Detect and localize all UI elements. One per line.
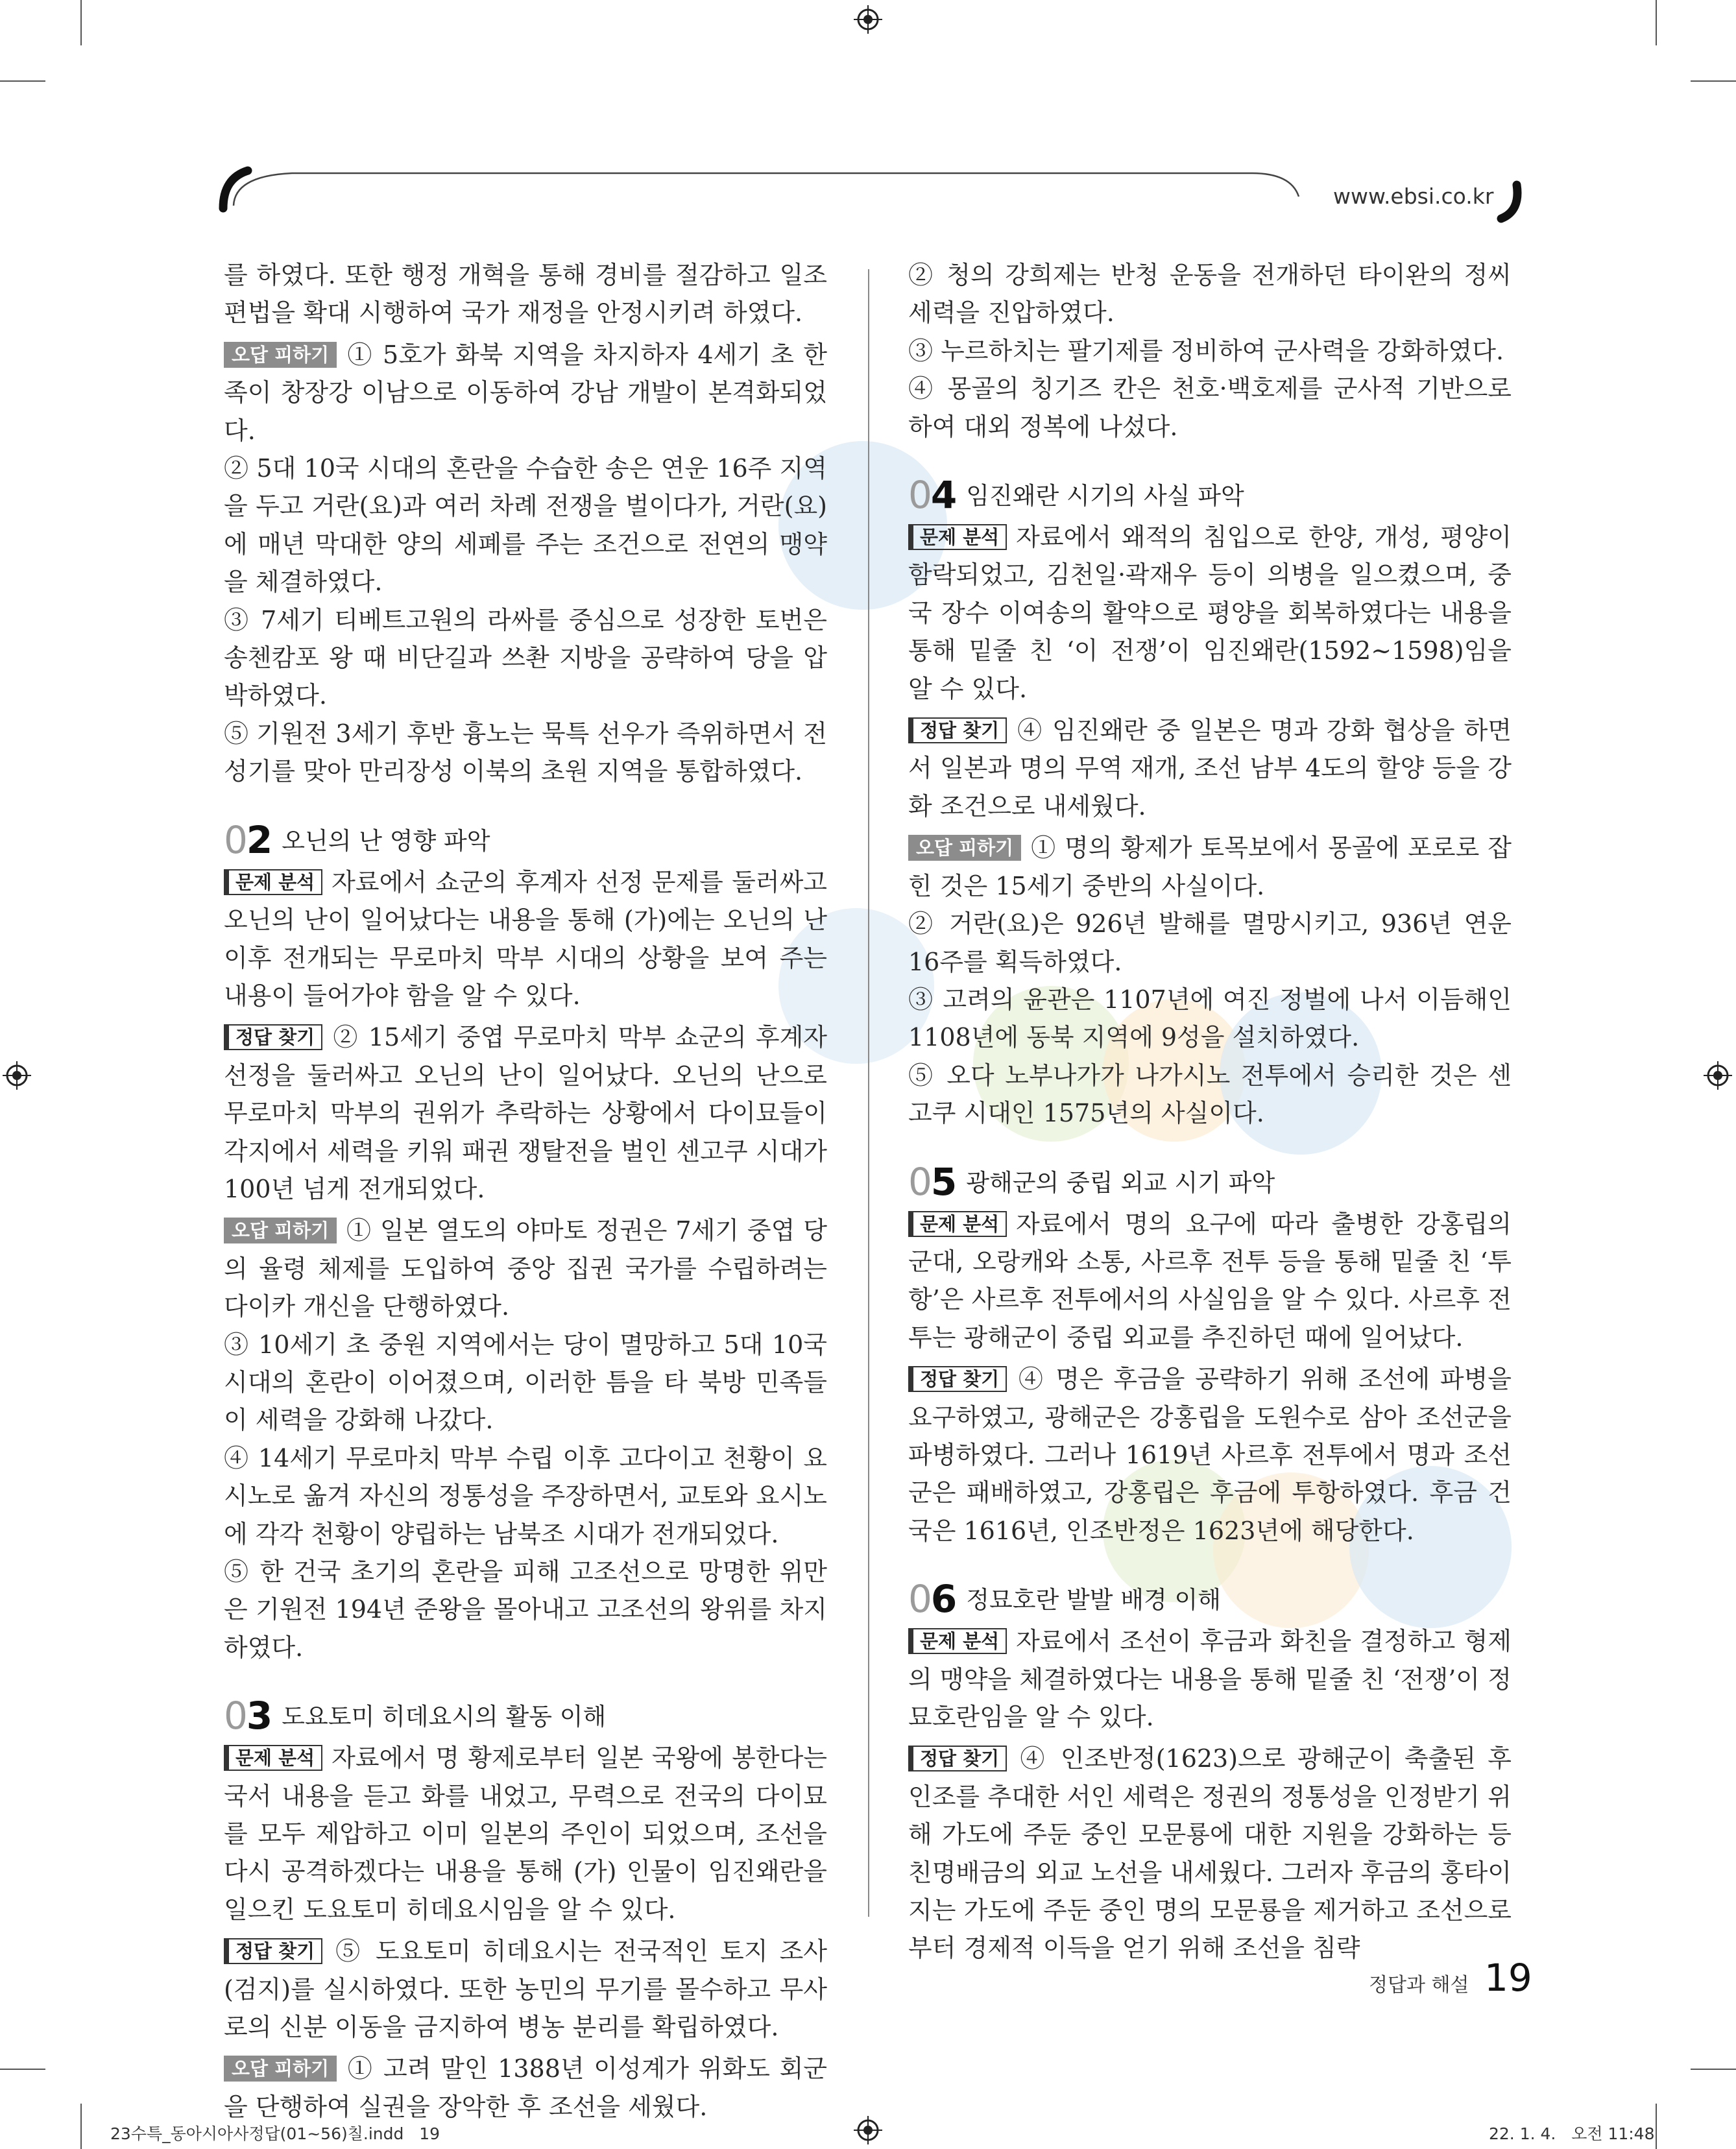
paragraph: 문제 분석 자료에서 명 황제로부터 일본 국왕에 봉한다는 국서 내용을 듣고 화를 내었고, 무력으로 전국의 다이묘를 모두 제압하고 이미 일본의 주인이 되었으며, 조선을 다시 공격하겠다는 내용을 통해 (가) 인물이 임진왜란을 일으킨 도요토미 히데요시임을 알 수 있다. [224, 1744, 827, 1924]
trim-mark [80, 2104, 82, 2149]
trim-mark [0, 80, 45, 82]
column-divider [868, 269, 869, 1917]
paragraph: 오답 피하기 ① 명의 황제가 토목보에서 몽골에 포로로 잡힌 것은 15세기 중반의 사실이다. [908, 834, 1512, 900]
paragraph: 문제 분석 자료에서 조선이 후금과 화친을 결정하고 형제의 맹약을 체결하였다는 내용을 통해 밑줄 친 ‘전쟁’이 정묘호란임을 알 수 있다. [908, 1627, 1512, 1731]
question-number: 02 [224, 817, 272, 862]
page-footer-label: 정답과 해설 [1369, 1974, 1469, 1997]
paragraph: 오답 피하기 ① 5호가 화북 지역을 차지하자 4세기 초 한족이 창장강 이남으로 이동하여 강남 개발이 본격화되었다. [224, 340, 827, 445]
paragraph: ⑤ 오다 노부나가가 나가시노 전투에서 승리한 것은 센고쿠 시대인 1575년의 사실이다. [908, 1061, 1512, 1128]
question-title: 오닌의 난 영향 파악 [282, 826, 490, 855]
question-title: 정묘호란 발발 배경 이해 [966, 1586, 1221, 1615]
question-number: 05 [908, 1159, 956, 1204]
question-title: 도요토미 히데요시의 활동 이해 [282, 1703, 607, 1731]
tag-answer: 정답 찾기 [908, 1746, 1007, 1771]
question-title: 광해군의 중립 외교 시기 파악 [966, 1168, 1275, 1197]
question-title: 임진왜란 시기의 사실 파악 [966, 482, 1244, 510]
paragraph: 정답 찾기 ② 15세기 중엽 무로마치 막부 쇼군의 후계자 선정을 둘러싸고 오닌의 난이 일어났다. 오닌의 난으로 무로마치 막부의 권위가 추락하는 상황에서 다이묘들이 각지에서 세력을 키워 패권 쟁탈전을 벌인 센고쿠 시대가 100년 넘게 전개되었다. [224, 1023, 827, 1203]
tag-analysis: 문제 분석 [908, 524, 1007, 550]
paragraph: ② 청의 강희제는 반청 운동을 전개하던 타이완의 정씨 세력을 진압하였다. [908, 261, 1512, 328]
trim-mark [80, 0, 82, 45]
trim-mark [1656, 0, 1657, 45]
tag-wrong: 오답 피하기 [908, 835, 1021, 861]
site-url: www.ebsi.co.kr [1333, 184, 1494, 209]
print-timestamp: 22. 1. 4. 오전 11:48 [1489, 2124, 1655, 2143]
paragraph: ④ 14세기 무로마치 막부 수립 이후 고다이고 천황이 요시노로 옮겨 자신의 정통성을 주장하면서, 교토와 요시노에 각각 천황이 양립하는 남북조 시대가 전개되었다. [224, 1443, 827, 1548]
paragraph: ② 5대 10국 시대의 혼란을 수습한 송은 연운 16주 지역을 두고 거란(요)과 여러 차례 전쟁을 벌이다가, 거란(요)에 매년 막대한 양의 세폐를 주는 조건으로 전연의 맹약을 체결하였다. [224, 454, 827, 597]
tag-wrong: 오답 피하기 [224, 2056, 337, 2082]
trim-mark [0, 2069, 45, 2070]
paragraph: ③ 누르하치는 팔기제를 정비하여 군사력을 강화하였다. [908, 336, 1504, 365]
trim-mark [1691, 2069, 1736, 2070]
page-number: 19 [1484, 1956, 1532, 2000]
paragraph: 정답 찾기 ⑤ 도요토미 히데요시는 전국적인 토지 조사(검지)를 실시하였다. 또한 농민의 무기를 몰수하고 무사로의 신분 이동을 금지하여 병농 분리를 확립하였다. [224, 1937, 827, 2042]
tag-wrong: 오답 피하기 [224, 1218, 337, 1243]
registration-mark-icon [1704, 1061, 1732, 1090]
tag-answer: 정답 찾기 [224, 1938, 322, 1964]
paragraph: 문제 분석 자료에서 왜적의 침입으로 한양, 개성, 평양이 함락되었고, 김천일·곽재우 등이 의병을 일으켰으며, 중국 장수 이여송의 활약으로 평양을 회복하였다는 내용을 통해 밑줄 친 ‘이 전쟁’이 임진왜란(1592~1598)임을 알 수 있다. [908, 523, 1512, 703]
question-number: 04 [908, 473, 956, 518]
left-column [224, 256, 827, 2126]
trim-mark [1656, 2104, 1657, 2149]
question-heading [224, 817, 827, 863]
tag-answer: 정답 찾기 [908, 1366, 1007, 1392]
question-heading [908, 1576, 1512, 1622]
paragraph: ⑤ 기원전 3세기 후반 흉노는 묵특 선우가 즉위하면서 전성기를 맞아 만리장성 이북의 초원 지역을 통합하였다. [224, 719, 827, 786]
print-file-name: 23수특_동아시아사정답(01~56)칠.indd 19 [110, 2124, 440, 2143]
tag-wrong: 오답 피하기 [224, 342, 337, 368]
question-number: 03 [224, 1694, 272, 1738]
tag-answer: 정답 찾기 [224, 1024, 322, 1050]
trim-mark [1691, 80, 1736, 82]
paragraph: 정답 찾기 ④ 임진왜란 중 일본은 명과 강화 협상을 하면서 일본과 명의 무역 재개, 조선 남부 4도의 할양 등을 강화 조건으로 내세웠다. [908, 716, 1512, 821]
paragraph: ③ 7세기 티베트고원의 라싸를 중심으로 성장한 토번은 송첸캄포 왕 때 비단길과 쓰촨 지방을 공략하여 당을 압박하였다. [224, 605, 827, 710]
question-heading [224, 1692, 827, 1739]
tag-analysis: 문제 분석 [908, 1211, 1007, 1237]
paragraph: ③ 10세기 초 중원 지역에서는 당이 멸망하고 5대 10국 시대의 혼란이 이어졌으며, 이러한 틈을 타 북방 민족들이 세력을 강화해 나갔다. [224, 1330, 827, 1435]
paragraph: ③ 고려의 윤관은 1107년에 여진 정벌에 나서 이듬해인 1108년에 동북 지역에 9성을 설치하였다. [908, 985, 1512, 1052]
paragraph: 문제 분석 자료에서 쇼군의 후계자 선정 문제를 둘러싸고 오닌의 난이 일어났다는 내용을 통해 (가)에는 오닌의 난 이후 전개되는 무로마치 막부 시대의 상황을 보여 주는 내용이 들어가야 함을 알 수 있다. [224, 867, 827, 1010]
tag-answer: 정답 찾기 [908, 717, 1007, 743]
paragraph: ④ 몽골의 칭기즈 칸은 천호·백호제를 군사적 기반으로 하여 대외 정복에 나섰다. [908, 374, 1512, 441]
right-column [908, 256, 1512, 1967]
registration-mark-icon [3, 1061, 31, 1090]
tag-analysis: 문제 분석 [908, 1628, 1007, 1654]
paragraph: 정답 찾기 ④ 명은 후금을 공략하기 위해 조선에 파병을 요구하였고, 광해군은 강홍립을 도원수로 삼아 조선군을 파병하였다. 그러나 1619년 사르후 전투에서 명과 조선군은 패배하였고, 강홍립은 후금에 투항하였다. 후금 건국은 1616년, 인조반정은 1623년에 해당한다. [908, 1365, 1512, 1545]
question-number: 06 [908, 1577, 956, 1622]
paragraph: 를 하였다. 또한 행정 개혁을 통해 경비를 절감하고 일조편법을 확대 시행하여 국가 재정을 안정시키려 하였다. [224, 261, 827, 328]
tag-analysis: 문제 분석 [224, 869, 322, 895]
paragraph: 오답 피하기 ① 일본 열도의 야마토 정권은 7세기 중엽 당의 율령 체제를 도입하여 중앙 집권 국가를 수립하려는 다이카 개신을 단행하였다. [224, 1216, 827, 1321]
tag-analysis: 문제 분석 [224, 1745, 322, 1771]
registration-mark-icon [854, 2116, 882, 2144]
paragraph: 정답 찾기 ④ 인조반정(1623)으로 광해군이 축출된 후 인조를 추대한 서인 세력은 정권의 정통성을 인정받기 위해 가도에 주둔 중인 모문룡에 대한 지원을 강화하는 등 친명배금의 외교 노선을 내세웠다. 그러자 후금의 홍타이지는 가도에 주둔 중인 명의 모문룡을 제거하고 조선으로부터 경제적 이득을 얻기 위해 조선을 침략 [908, 1744, 1512, 1963]
question-heading [908, 472, 1512, 518]
paragraph: 문제 분석 자료에서 명의 요구에 따라 출병한 강홍립의 군대, 오랑캐와 소통, 사르후 전투 등을 통해 밑줄 친 ‘투항’은 사르후 전투에서의 사실임을 알 수 있다. 사르후 전투는 광해군이 중립 외교를 추진하던 때에 일어났다. [908, 1209, 1512, 1352]
paragraph: ⑤ 한 건국 초기의 혼란을 피해 고조선으로 망명한 위만은 기원전 194년 준왕을 몰아내고 고조선의 왕위를 차지하였다. [224, 1557, 827, 1662]
registration-mark-icon [854, 5, 882, 34]
paragraph: ② 거란(요)은 926년 발해를 멸망시키고, 936년 연운 16주를 획득하였다. [908, 909, 1512, 976]
question-heading [908, 1159, 1512, 1205]
paragraph: 오답 피하기 ① 고려 말인 1388년 이성계가 위화도 회군을 단행하여 실권을 장악한 후 조선을 세웠다. [224, 2054, 827, 2121]
